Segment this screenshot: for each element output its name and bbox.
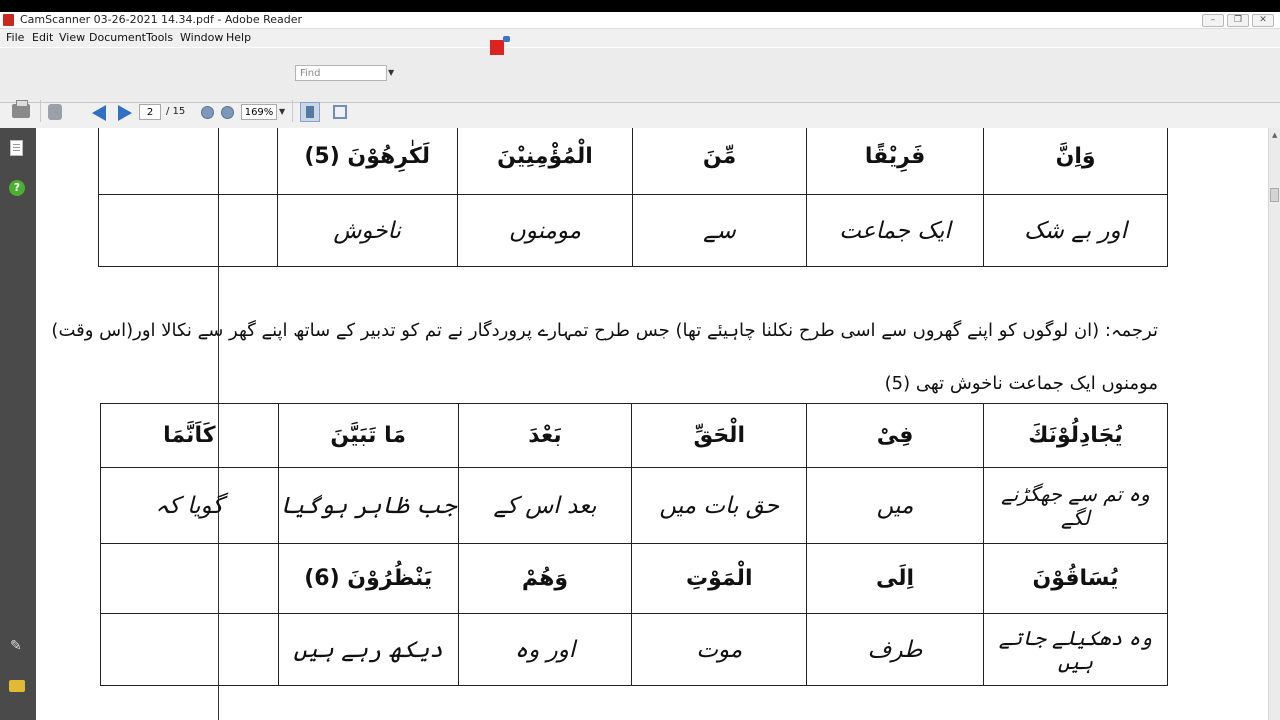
table-cell: سے xyxy=(633,195,807,267)
table-cell: اِلَى xyxy=(807,544,984,614)
table-cell: بَعْدَ xyxy=(458,404,632,468)
menu-edit[interactable]: Edit xyxy=(32,31,54,44)
table-cell: وَهُمْ xyxy=(458,544,632,614)
pages-panel-icon[interactable] xyxy=(10,140,23,156)
scroll-up-icon[interactable]: ▲ xyxy=(1272,131,1278,139)
attachments-icon[interactable]: ✎ xyxy=(10,638,22,654)
top-toolbar xyxy=(0,47,1280,75)
menu-file[interactable]: File xyxy=(6,31,25,44)
table-cell: الْحَقِّ xyxy=(632,404,807,468)
document-view[interactable] xyxy=(36,128,1268,720)
table-cell: مومنوں xyxy=(457,195,632,267)
find-dropdown-icon[interactable]: ▼ xyxy=(388,68,395,77)
table-cell: الْمُؤْمِنِيْنَ xyxy=(457,128,632,195)
menu-window[interactable]: Window xyxy=(180,31,224,44)
zoom-level-input[interactable]: 169% xyxy=(241,104,277,120)
title-bar xyxy=(0,12,1280,29)
menu-view[interactable]: View xyxy=(59,31,86,44)
table-cell: میں xyxy=(807,468,984,544)
table-cell: كَاَنَّمَا xyxy=(101,404,279,468)
close-button[interactable]: ✕ xyxy=(1252,14,1274,27)
fit-page-icon[interactable] xyxy=(300,102,320,122)
table-cell: يُسَاقُوْنَ xyxy=(983,544,1167,614)
menu-document[interactable]: Document xyxy=(89,31,146,44)
table-cell: حق بات میں xyxy=(632,468,807,544)
help-icon[interactable]: ? xyxy=(9,180,25,196)
table-cell: طرف xyxy=(807,614,984,686)
menu-bar xyxy=(0,29,1280,47)
table-cell: يُجَادِلُوْنَكَ xyxy=(983,404,1167,468)
table-cell: لَكٰرِهُوْنَ (5) xyxy=(277,128,457,195)
table-cell: موت xyxy=(632,614,807,686)
table-cell xyxy=(219,128,278,195)
toolbar-separator xyxy=(40,100,41,122)
navigation-toolbar xyxy=(0,74,1280,103)
table-cell: جب ظاہر ہوگیا xyxy=(278,468,458,544)
table-cell: وَاِنَّ xyxy=(984,128,1168,195)
pdf-page xyxy=(36,128,1268,720)
table-cell: وہ دھکیلے جاتے ہیں xyxy=(983,614,1167,686)
vocab-table-2 xyxy=(100,403,1168,686)
hand-tool-icon[interactable] xyxy=(48,104,62,120)
comments-icon[interactable] xyxy=(9,680,25,692)
table-cell: فِىْ xyxy=(807,404,984,468)
adobe-reader-icon xyxy=(3,14,14,26)
table-cell xyxy=(219,195,278,267)
window-title: CamScanner 03-26-2021 14.34.pdf - Adobe Reader xyxy=(20,13,303,26)
page-number-input[interactable]: 2 xyxy=(139,104,161,120)
table-cell xyxy=(99,128,219,195)
table-cell: اور وہ xyxy=(458,614,632,686)
table-cell: ایک جماعت xyxy=(806,195,983,267)
toolbar-separator xyxy=(292,100,293,122)
zoom-in-icon[interactable] xyxy=(221,106,234,119)
vocab-table-1 xyxy=(98,128,1168,267)
find-input[interactable]: Find xyxy=(295,65,387,81)
table-cell: گویا کہ xyxy=(101,468,279,544)
table-cell: دیکھ رہے ہیں xyxy=(278,614,458,686)
menu-tools[interactable]: Tools xyxy=(146,31,174,44)
table-cell xyxy=(101,544,279,614)
table-cell: مَا تَبَيَّنَ xyxy=(278,404,458,468)
navigation-pane xyxy=(0,128,36,720)
table-cell: الْمَوْتِ xyxy=(632,544,807,614)
previous-page-icon[interactable] xyxy=(92,105,106,121)
restore-button[interactable]: ❐ xyxy=(1227,14,1249,27)
menu-help[interactable]: Help xyxy=(226,31,252,44)
table-cell: يَنْظُرُوْنَ (6) xyxy=(278,544,458,614)
fit-width-icon[interactable] xyxy=(333,105,347,119)
adobe-pdf-icon[interactable] xyxy=(490,40,504,55)
table-cell xyxy=(99,195,219,267)
table-cell xyxy=(101,614,279,686)
page-total: / 15 xyxy=(166,106,186,117)
print-icon[interactable] xyxy=(12,104,30,118)
minimize-button[interactable]: – xyxy=(1202,14,1224,27)
zoom-out-icon[interactable] xyxy=(201,106,214,119)
zoom-dropdown-icon[interactable]: ▼ xyxy=(279,107,286,116)
table-cell: فَرِيْقًا xyxy=(806,128,983,195)
table-cell: ناخوش xyxy=(277,195,457,267)
table-cell: بعد اس کے xyxy=(458,468,632,544)
table-cell: اور بے شک xyxy=(984,195,1168,267)
table-cell: وہ تم سے جھگڑنے لگے xyxy=(983,468,1167,544)
translation-line-1: ترجمہ: (ان لوگوں کو اپنے گھروں سے اسی طرح نکلنا چاہیئے تھا) جس طرح تمہارے پروردگار نے تم کو تدبیر کے ساتھ اپنے گھر سے نکالا اور(اس وقت) xyxy=(51,320,1158,341)
table-cell: مِّنَ xyxy=(633,128,807,195)
translation-line-2: مومنوں ایک جماعت ناخوش تھی (5) xyxy=(884,373,1158,394)
scrollbar-thumb[interactable] xyxy=(1270,188,1279,202)
vertical-scrollbar[interactable] xyxy=(1268,128,1280,720)
next-page-icon[interactable] xyxy=(118,105,132,121)
